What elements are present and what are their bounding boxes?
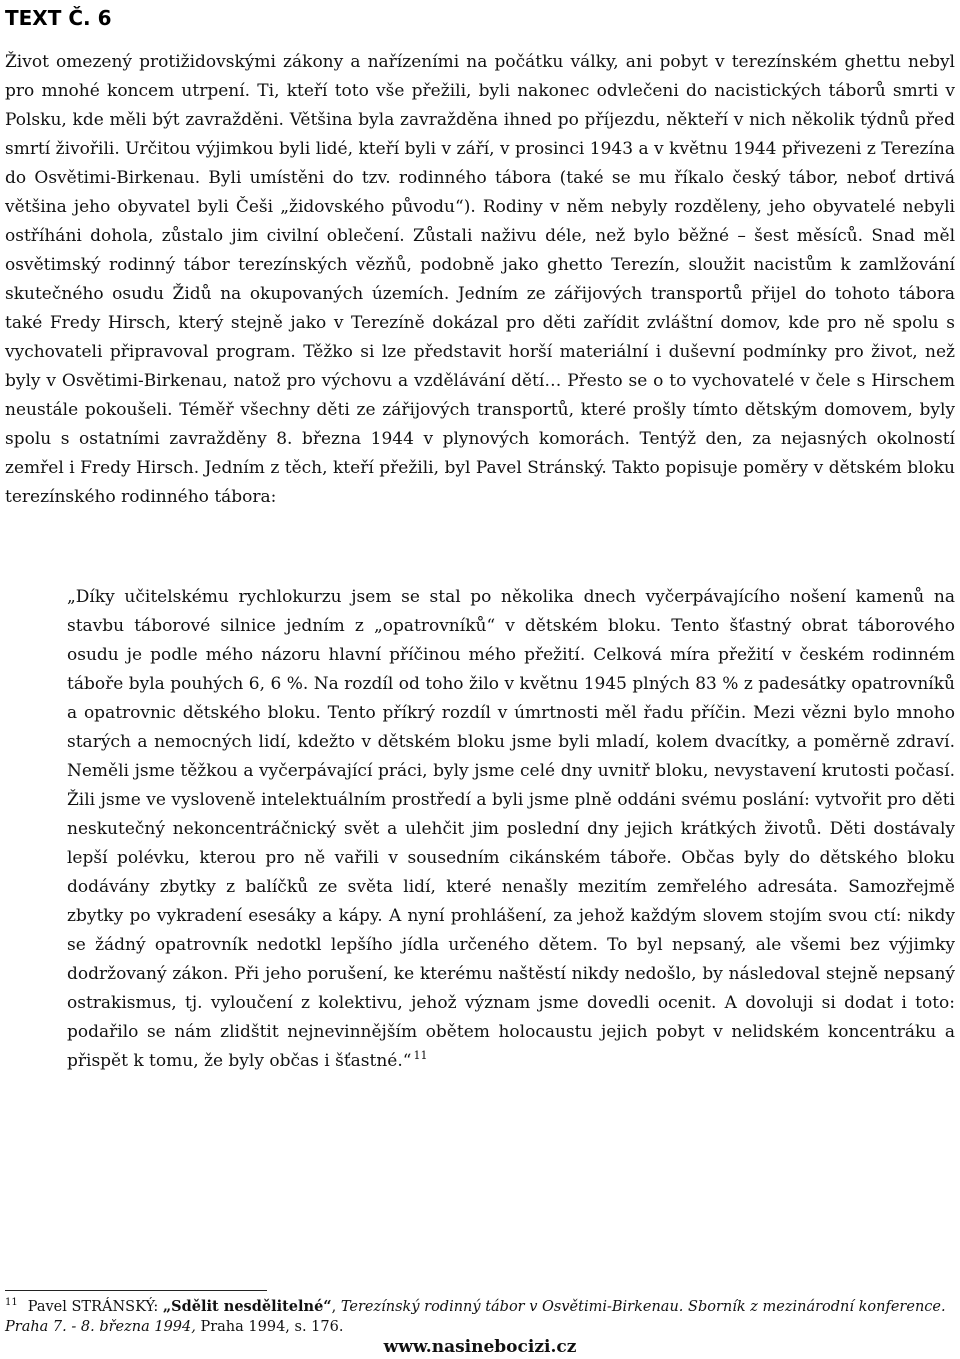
quote-text: „Díky učitelskému rychlokurzu jsem se stal po několika dnech vyčerpávajícího nošení kamenů na stavbu táborové silnice jedním z „opatrovníků“ v dětském bloku. Tento šťastný obrat táborového osudu je podle mého názoru hlavní příčinou mého přežití. Celková míra přežití v českém rodinném táboře byla pouhých 6, 6 %. Na rozdíl od toho žilo v květnu 1945 plných 83 % z padesátky opatrovníků a opatrovnic dětského bloku. Tento příkrý rozdíl v úmrtnosti měl řadu příčin. Mezi vězni bylo mnoho starých a nemocných lidí, kdežto v dětském bloku jsme byli mladí, kolem dvacítky, a poměrně zdraví. Neměli jsme těžkou a vyčerpávající práci, byly jsme celé dny uvnitř bloku, nevystavení krutosti počasí. Žili jsme ve vysloveně intelektuálním prostředí a byli jsme plně oddáni svému poslání: vytvořit pro děti neskutečný nekoncentráčnický svět a ulehčit jim poslední dny jejich krátkých životů. Děti dostávaly lepší polévku, kterou pro ně vařili v sousedním cikánském táboře. Občas byly do dětského bloku dodávány zbytky z balíčků ze světa lidí, které nenašly mezitím zemřelého adresáta. Samozřejmě zbytky po vykradení esesáky a kápy. A nyní prohlášení, za jehož každým slovem stojím svou ctí: nikdy se žádný opatrovník nedotkl lepšího jídla určeného dětem. To byl nepsaný, ale všemi bez výjimky dodržovaný zákon. Při jeho porušení, ke kterému naštěstí nikdy nedošlo, by následoval stejně nepsaný ostrakismus, tj. vyloučení z kolektivu, jehož význam jsme dovedli ocenit. A dovoluji si dodat i toto: podařilo se nám zlidštit nejnevinnějším obětem holocaustu jejich pobyt v nelidském koncentráku a přispět k tomu, že byly občas i šťastné.“: [67, 587, 955, 1071]
website-footer: www.nasinebocizi.cz: [383, 1337, 577, 1357]
main-paragraph: Život omezený protižidovskými zákony a nařízeními na počátku války, ani pobyt v terezínském ghettu nebyl pro mnohé koncem utrpení. Ti, kteří toto vše přežili, byli nakonec odvlečeni do nacistických táborů smrti v Polsku, kde měli být zavražděni. Většina byla zavražděna ihned po příjezdu, někteří v nich několik týdnů před smrtí živořili. Určitou výjimkou byli lidé, kteří byli v září, v prosinci 1943 a v květnu 1944 přivezeni z Terezína do Osvětimi-Birkenau. Byli umístěni do tzv. rodinného tábora (také se mu říkalo český tábor, neboť drtivá většina jeho obyvatel byli Češi „židovského původu“). Rodiny v něm nebyly rozděleny, jeho obyvatelé nebyli ostříháni dohola, zůstalo jim civilní oblečení. Zůstali naživu déle, než bylo běžné – šest měsíců. Snad měl osvětimský rodinný tábor terezínských vězňů, podobně jako ghetto Terezín, sloužit nacistům k zamlžování skutečného osudu Židů na okupovaných územích. Jedním ze zářijových transportů přijel do tohoto tábora také Fredy Hirsch, který stejně jako v Terezíně dokázal pro děti zařídit zvláštní domov, kde pro ně spolu s vychovateli připravoval program. Těžko si lze představit horší materiální i duševní podmínky pro život, než byly v Osvětimi-Birkenau, natož pro výchovu a vzdělávání dětí… Přesto se o to vychovatelé v čele s Hirschem neustále pokoušeli. Téměř všechny děti ze zářijových transportů, které prošly tímto dětským domovem, byly spolu s ostatními zavražděny 8. března 1944 v plynových komorách. Tentýž den, za nejasných okolností zemřel i Fredy Hirsch. Jedním z těch, kteří přežili, byl Pavel Stránský. Takto popisuje poměry v dětském bloku terezínského rodinného tábora:: [5, 52, 955, 507]
footnote-author: Pavel STRÁNSKÝ:: [27, 1299, 163, 1315]
testimony-quote: [67, 583, 955, 1076]
page-heading: TEXT Č. 6: [5, 6, 112, 30]
footnote-separator: [5, 1290, 267, 1291]
footnote-quoted-title: „Sdělit nesdělitelné“: [162, 1298, 332, 1315]
footnote-number: 11: [5, 1297, 18, 1309]
footnote-separator-text: ,: [331, 1299, 341, 1315]
footnote: [5, 1297, 955, 1337]
footnote-reference: 11: [413, 1049, 428, 1063]
document-page: [5, 0, 957, 1359]
footnote-source: Terezínský rodinný tábor v Osvětimi-Birkenau. Sborník z mezinárodní konference. Praha 7. - 8. března 1994,: [5, 1299, 946, 1335]
footnote-publication: Praha 1994, s. 176.: [195, 1319, 344, 1335]
